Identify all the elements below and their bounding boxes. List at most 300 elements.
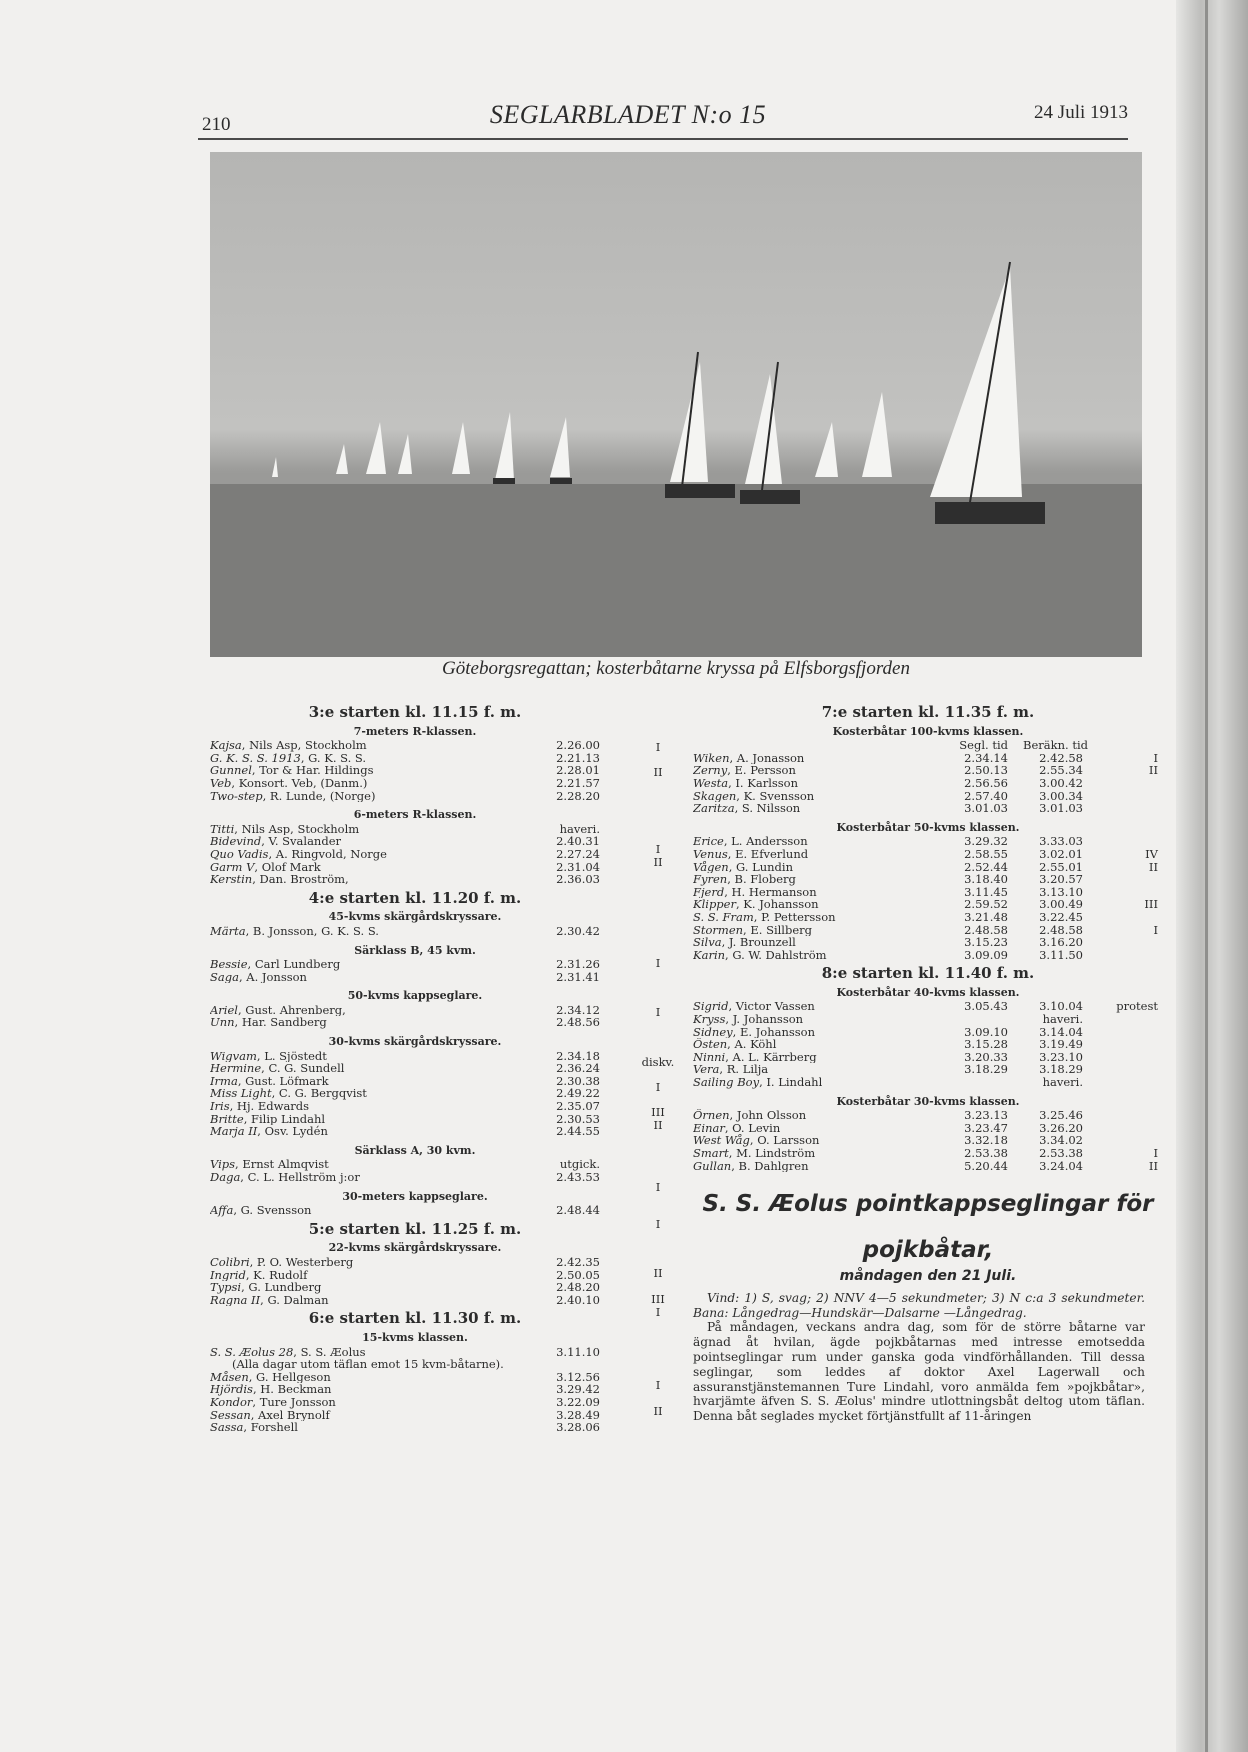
- sailed-time: 2.57.40: [964, 788, 1008, 803]
- boat-name: Skagen: [693, 789, 737, 803]
- result-row: [210, 925, 620, 938]
- owner-name: , Axel Brynolf: [250, 1408, 330, 1422]
- boat-name: Typsi: [210, 1281, 242, 1294]
- owner-name: , I. Karlsson: [728, 776, 798, 790]
- sailed-time: 2.50.13: [964, 763, 1008, 778]
- placement: I: [655, 1180, 661, 1194]
- class-heading: Kosterbåtar 40-kvms klassen.: [836, 985, 1020, 999]
- boat-name: Westa: [693, 776, 729, 790]
- entry-name: [210, 1421, 520, 1434]
- race-time: 2.40.10: [556, 1292, 600, 1307]
- owner-name: , Har. Sandberg: [234, 1016, 327, 1030]
- sailed-time: 3.23.47: [964, 1120, 1008, 1135]
- entry-name: [693, 1051, 933, 1064]
- sailed-time: 5.20.44: [964, 1158, 1008, 1173]
- boat-name: Ninni: [693, 1050, 726, 1064]
- boat-name: Vips: [210, 1158, 236, 1171]
- sailboats-illustration: [210, 152, 1142, 657]
- entry-name: [693, 1109, 933, 1122]
- placement: I: [1153, 1146, 1158, 1160]
- entry-name: [210, 739, 520, 752]
- owner-name: , Forshell: [243, 1421, 298, 1434]
- owner-name: , G. Dalman: [260, 1293, 329, 1307]
- owner-name: , P. Pettersson: [753, 910, 836, 924]
- owner-name: , G. Hellgeson: [248, 1370, 331, 1384]
- sailed-time: 3.09.10: [964, 1024, 1008, 1039]
- placement: I: [655, 740, 661, 754]
- race-time: 3.22.09: [556, 1394, 600, 1409]
- sailed-time: 2.34.14: [964, 750, 1008, 765]
- result-row: [693, 924, 1163, 937]
- placement: I: [655, 1378, 661, 1392]
- entry-name: [693, 924, 933, 937]
- entry-name: [210, 1409, 520, 1422]
- entry-name: [210, 925, 520, 938]
- result-row: [693, 1134, 1163, 1147]
- calculated-time: 3.00.34: [1039, 788, 1083, 803]
- boat-name: Kondor: [210, 1395, 253, 1409]
- owner-name: , O. Levin: [724, 1121, 781, 1135]
- owner-name: , A. Köhl: [727, 1038, 777, 1051]
- placement: [1083, 1122, 1158, 1135]
- boat-name: Britte: [210, 1112, 244, 1126]
- race-time: 2.31.26: [556, 957, 600, 972]
- boat-name: Colibri: [210, 1255, 250, 1269]
- boat-name: Bidevind: [210, 835, 262, 848]
- race-time: 2.48.20: [556, 1280, 600, 1295]
- placement: [1083, 777, 1158, 790]
- class-heading: Särklass B, 45 kvm.: [354, 943, 476, 957]
- owner-name: , Dan. Broström,: [252, 873, 349, 886]
- race-time: 2.50.05: [556, 1267, 600, 1282]
- class-heading: 30-meters kappseglare.: [342, 1189, 488, 1203]
- result-row: [693, 1051, 1163, 1064]
- placement: [1083, 1076, 1158, 1089]
- owner-name: , A. Jonasson: [729, 751, 805, 765]
- entry-name: [210, 958, 520, 971]
- owner-name: , B. Dahlgren: [731, 1159, 809, 1173]
- boat-name: Unn: [210, 1016, 235, 1030]
- result-row: [693, 790, 1163, 803]
- sailed-time: 3.21.48: [964, 909, 1008, 924]
- result-row: [210, 777, 620, 790]
- entry-name: [693, 898, 933, 911]
- owner-name: , G. Lundin: [728, 860, 793, 874]
- entry-name: [693, 1026, 933, 1039]
- entry-name: [210, 848, 520, 861]
- calculated-time: 2.48.58: [1039, 922, 1083, 937]
- owner-name: , S. S. Æolus: [293, 1345, 366, 1359]
- owner-name: , Hj. Edwards: [229, 1100, 310, 1113]
- sailed-time: 2.58.55: [964, 846, 1008, 861]
- owner-name: , S. Nilsson: [734, 802, 801, 815]
- gutter-edge: [1205, 0, 1208, 1752]
- calculated-time: 2.42.58: [1039, 750, 1083, 765]
- result-row: [693, 861, 1163, 874]
- placement: II: [653, 1118, 663, 1132]
- entry-name: [210, 1256, 520, 1269]
- race-time: 2.26.00: [556, 738, 600, 753]
- placement: [1083, 1109, 1158, 1122]
- sailed-time-header: Segl. tid: [959, 738, 1008, 753]
- owner-name: , Ernst Almqvist: [235, 1158, 329, 1171]
- race-time: 2.34.12: [556, 1002, 600, 1017]
- result-row: [210, 1171, 620, 1184]
- placement: [1083, 949, 1158, 962]
- boat-name: Vågen: [693, 860, 729, 874]
- boat-name: Quo Vadis: [210, 847, 269, 861]
- class-heading: 6-meters R-klassen.: [353, 808, 477, 822]
- start-heading: 5:e starten kl. 11.25 f. m.: [308, 1219, 522, 1238]
- sailed-time: 2.52.44: [964, 859, 1008, 874]
- result-row: [693, 835, 1163, 848]
- boat-name: Veb: [210, 776, 232, 790]
- placement: I: [655, 1305, 661, 1319]
- article-title-line1: S. S. Æolus pointkappseglingar för: [702, 1191, 1154, 1218]
- photo-caption: Göteborgsregattan; kosterbåtarne kryssa på Elfsborgsfjorden: [442, 658, 910, 679]
- calculated-time: 3.14.04: [1039, 1024, 1083, 1039]
- result-row: [210, 1062, 620, 1075]
- owner-name: , Carl Lundberg: [247, 958, 341, 971]
- owner-name: , J. Johansson: [725, 1013, 804, 1026]
- entry-name: [210, 1062, 520, 1075]
- owner-name: , B. Floberg: [727, 873, 796, 886]
- results-right-column: [693, 700, 1163, 1424]
- boat-name: Hjördis: [210, 1383, 253, 1396]
- placement: [1083, 936, 1158, 949]
- result-row: [693, 777, 1163, 790]
- entry-name: [210, 777, 520, 790]
- boat-name: Hermine: [210, 1062, 262, 1075]
- sailed-time: 2.56.56: [964, 775, 1008, 790]
- race-time: 2.44.55: [556, 1124, 600, 1139]
- result-row: [693, 1076, 1163, 1089]
- placement: [1083, 1013, 1158, 1026]
- wind-and-course: Vind: 1) S, svag; 2) NNV 4—5 sekundmeter; 3) N c:a 3 sekundmeter. Bana: Långedrag—Hundskär—Dalsarne —Långedrag.: [693, 1290, 1145, 1320]
- owner-name: , Nils Asp, Stockholm: [234, 822, 360, 836]
- calculated-time: 3.25.46: [1039, 1108, 1083, 1123]
- race-time: 3.28.06: [556, 1420, 600, 1435]
- owner-name: , H. Beckman: [252, 1383, 332, 1396]
- placement: [1083, 1051, 1158, 1064]
- result-row: [210, 1256, 620, 1269]
- sailed-time: 3.32.18: [964, 1133, 1008, 1148]
- sailed-time: [933, 1013, 1008, 1026]
- sailed-time: 2.59.52: [964, 897, 1008, 912]
- placement: I: [1153, 922, 1158, 937]
- article-subtitle: måndagen den 21 Juli.: [839, 1268, 1017, 1285]
- start-heading: 4:e starten kl. 11.20 f. m.: [308, 888, 522, 907]
- owner-name: , E. Efverlund: [727, 847, 809, 861]
- race-time: 2.30.38: [556, 1073, 600, 1088]
- entry-name: [210, 790, 520, 803]
- race-time: 3.29.42: [556, 1382, 600, 1397]
- boat-name: Wiken: [693, 751, 730, 765]
- calculated-time: 2.53.38: [1039, 1146, 1083, 1160]
- sailed-time: [933, 1076, 1008, 1089]
- boat-name: Silva: [693, 936, 722, 949]
- boat-name: Daga: [210, 1171, 241, 1184]
- start-heading: 6:e starten kl. 11.30 f. m.: [308, 1309, 522, 1328]
- issue-date: 24 Juli 1913: [1034, 102, 1128, 123]
- result-row: [693, 873, 1163, 886]
- race-time: 2.21.57: [556, 775, 600, 790]
- calculated-time: 3.33.03: [1039, 834, 1083, 849]
- race-time: 2.27.24: [556, 846, 600, 861]
- sailed-time: 3.09.09: [964, 947, 1008, 962]
- calculated-time: 2.55.01: [1039, 859, 1083, 874]
- entry-name: [693, 1147, 933, 1160]
- result-row: [693, 1038, 1163, 1051]
- boat-name: Marja II: [210, 1125, 258, 1138]
- entry-name: [210, 873, 520, 886]
- result-row: [693, 802, 1163, 815]
- placement: II: [653, 855, 663, 869]
- sailed-time: 2.48.58: [964, 922, 1008, 937]
- start-heading: 8:e starten kl. 11.40 f. m.: [821, 964, 1035, 983]
- article-title-line2: pojkbåtar,: [862, 1237, 994, 1264]
- result-row: [693, 949, 1163, 962]
- race-time: 2.28.20: [556, 788, 600, 803]
- calculated-time: 3.34.02: [1039, 1133, 1083, 1148]
- start-heading: 3:e starten kl. 11.15 f. m.: [308, 703, 522, 721]
- result-row: [210, 958, 620, 971]
- boat-name: Sigrid: [693, 1000, 729, 1014]
- boat-name: Two-step: [210, 789, 263, 803]
- sailed-time: 3.01.03: [964, 801, 1008, 816]
- placement: [1083, 873, 1158, 886]
- placement: II: [1148, 763, 1158, 778]
- result-row: [210, 971, 620, 984]
- owner-name: , Osv. Lydén: [257, 1125, 328, 1138]
- calculated-time: 3.16.20: [1039, 935, 1083, 950]
- placement: I: [655, 1080, 661, 1094]
- race-time: 2.49.22: [556, 1086, 600, 1101]
- entry-name: [693, 1122, 933, 1135]
- boat-name: Sassa: [210, 1421, 244, 1434]
- entry-name: [210, 835, 520, 848]
- entry-name: [210, 1171, 520, 1184]
- owner-name: , E. Sillberg: [743, 923, 813, 937]
- boat-name: Titti: [210, 822, 235, 836]
- race-time: 2.35.07: [556, 1099, 600, 1114]
- entry-name: [693, 1076, 933, 1089]
- entry-name: [693, 777, 933, 790]
- owner-name: , H. Hermanson: [724, 885, 817, 899]
- sails: [272, 267, 1022, 497]
- result-row: [693, 1109, 1163, 1122]
- sailed-time: 3.15.28: [964, 1037, 1008, 1052]
- sailed-time: 3.20.33: [964, 1049, 1008, 1064]
- calculated-time: 3.22.45: [1039, 909, 1083, 924]
- boat-name: Erice: [693, 835, 724, 848]
- placement: [1083, 802, 1158, 815]
- owner-name: , A. Ringvold, Norge: [268, 847, 387, 861]
- class-heading: Kosterbåtar 100-kvms klassen.: [832, 724, 1024, 738]
- entry-name: [693, 1160, 933, 1173]
- owner-name: , C. G. Bergqvist: [271, 1087, 367, 1101]
- placement: [1083, 1134, 1158, 1147]
- race-time: 2.40.31: [556, 834, 600, 849]
- entry-name: [210, 1294, 520, 1307]
- placement: III: [651, 1105, 665, 1119]
- owner-name: , C. L. Hellström j:or: [240, 1171, 360, 1184]
- sailed-time: 3.15.23: [964, 935, 1008, 950]
- sailed-time: 3.11.45: [964, 884, 1008, 899]
- race-time: 2.48.56: [556, 1015, 600, 1030]
- owner-name: , E. Johansson: [732, 1025, 815, 1039]
- race-time: 2.31.41: [556, 969, 600, 984]
- entry-name: [693, 1063, 933, 1076]
- class-heading: Kosterbåtar 30-kvms klassen.: [836, 1094, 1020, 1108]
- boat-name: Affa: [210, 1204, 234, 1217]
- owner-name: , P. O. Westerberg: [249, 1255, 354, 1269]
- race-time: 2.21.13: [556, 750, 600, 765]
- calculated-time: 3.18.29: [1039, 1062, 1083, 1077]
- owner-name: , K. Rudolf: [245, 1268, 308, 1282]
- result-row: [693, 936, 1163, 949]
- result-row: [210, 1294, 620, 1307]
- boat-name: S. S. Fram: [693, 910, 754, 924]
- owner-name: , G. K. S. S.: [300, 751, 367, 765]
- boat-name: Fyren: [693, 873, 728, 886]
- boat-name: Kerstin: [210, 873, 253, 886]
- placement: II: [1148, 1158, 1158, 1173]
- entry-name: [693, 873, 933, 886]
- entry-name: [210, 1075, 520, 1088]
- result-row: [210, 1421, 620, 1434]
- calculated-time-header: Beräkn. tid: [1023, 738, 1088, 753]
- placement: II: [653, 765, 663, 779]
- entry-name: [210, 971, 520, 984]
- class-heading: 50-kvms kappseglare.: [347, 989, 483, 1003]
- placement: diskv.: [641, 1055, 675, 1069]
- owner-name: , A. L. Kärrberg: [725, 1050, 817, 1064]
- race-time: 3.28.49: [556, 1407, 600, 1422]
- sailed-time: 3.18.40: [964, 872, 1008, 887]
- owner-name: , G. W. Dahlström: [725, 948, 827, 962]
- boat-name: Ragna II: [210, 1293, 261, 1307]
- entry-name: [210, 1113, 520, 1126]
- calculated-time: 3.23.10: [1039, 1049, 1083, 1064]
- result-row: [693, 1122, 1163, 1135]
- sailed-time: 3.05.43: [964, 999, 1008, 1014]
- entry-name: [693, 949, 933, 962]
- column-headers: [693, 739, 1163, 752]
- result-row: [210, 848, 620, 861]
- owner-name: , K. Svensson: [736, 789, 815, 803]
- result-row: [693, 898, 1163, 911]
- race-time: 2.43.53: [556, 1170, 600, 1184]
- entry-name: [210, 861, 520, 874]
- result-row: [210, 1281, 620, 1294]
- race-time: utgick.: [559, 1157, 600, 1172]
- race-time: 2.36.24: [556, 1061, 600, 1076]
- boat-name: Kryss: [693, 1013, 726, 1026]
- owner-name: , L. Sjöstedt: [256, 1049, 327, 1063]
- entry-name: [210, 764, 520, 777]
- placement: [1083, 911, 1158, 924]
- class-heading: Särklass A, 30 kvm.: [354, 1143, 476, 1157]
- entry-name: [693, 861, 933, 874]
- placement: [1083, 790, 1158, 803]
- result-row: [693, 1160, 1163, 1173]
- class-heading: 22-kvms skärgårdskryssare.: [328, 1241, 502, 1255]
- class-heading: 30-kvms skärgårdskryssare.: [328, 1035, 502, 1049]
- boat-name: Gullan: [693, 1159, 732, 1173]
- calculated-time: 3.26.20: [1039, 1120, 1083, 1135]
- boat-name: Smart: [693, 1147, 729, 1160]
- calculated-time: 2.55.34: [1039, 763, 1083, 778]
- race-time: 2.28.01: [556, 763, 600, 778]
- boat-name: Klipper: [693, 898, 736, 911]
- placement: III: [1144, 897, 1158, 912]
- race-time: 2.30.42: [556, 923, 600, 938]
- article-body: På måndagen, veckans andra dag, som för de större båtarne var ägnad åt hvilan, ägde pojkbåtarnas med intresse emotsedda pointseglingar rum under ganska goda vindförhållanden. Till dessa seglingar, som leddes af doktor Axel Lagerwall och assuranstjänstemannen Ture Lindahl, voro anmälda fem »pojkbåtar», hvarjämte äfven S. S. Æolus' mindre utlottningsbåt deltog utom täflan. Denna båt seglades mycket förtjänstfullt af 11-åringen: [693, 1320, 1145, 1424]
- result-row: [693, 1013, 1163, 1026]
- boat-name: G. K. S. S. 1913: [210, 751, 301, 765]
- placement: I: [655, 1005, 661, 1019]
- entry-name: [210, 1125, 520, 1138]
- calculated-time: 3.24.04: [1039, 1158, 1083, 1173]
- owner-name: , Konsort. Veb, (Danm.): [231, 776, 368, 790]
- race-time: 2.34.18: [556, 1048, 600, 1063]
- entry-name: [210, 1281, 520, 1294]
- owner-name: , K. Johansson: [735, 898, 819, 911]
- boat-name: Miss Light: [210, 1087, 272, 1101]
- owner-name: , Filip Lindahl: [243, 1112, 326, 1126]
- calculated-time: 3.19.49: [1039, 1037, 1083, 1052]
- owner-name: , B. Jonsson, G. K. S. S.: [245, 924, 379, 938]
- entry-name: [693, 790, 933, 803]
- entry-name: [693, 1000, 933, 1013]
- result-row: [693, 911, 1163, 924]
- boat-name: Sidney: [693, 1025, 733, 1039]
- placement: II: [653, 1404, 663, 1418]
- race-time: 2.48.44: [556, 1203, 600, 1218]
- placement: I: [655, 842, 661, 856]
- placement: II: [1148, 859, 1158, 874]
- page-header: [198, 100, 1138, 140]
- boat-name: Sailing Boy: [693, 1076, 760, 1089]
- entry-name: [210, 1204, 520, 1217]
- sailed-time: 2.53.38: [964, 1146, 1008, 1160]
- boat-name: Saga: [210, 970, 239, 984]
- race-time: 2.36.03: [556, 872, 600, 887]
- calculated-time: 3.10.04: [1039, 999, 1083, 1014]
- calculated-time: haveri.: [1042, 1012, 1083, 1027]
- entry-name: [693, 1013, 933, 1026]
- entry-name: [210, 1016, 520, 1029]
- entry-name: [693, 752, 933, 765]
- owner-name: , O. Larsson: [749, 1134, 820, 1147]
- entry-name: [210, 823, 520, 836]
- placement: I: [655, 1217, 661, 1231]
- result-row: [693, 1000, 1163, 1013]
- entry-name: [210, 1269, 520, 1282]
- result-row: [210, 1204, 620, 1217]
- race-time: 3.12.56: [556, 1369, 600, 1384]
- spacer: [693, 739, 933, 752]
- boat-name: Märta: [210, 924, 246, 938]
- placement: III: [651, 1292, 665, 1306]
- sailed-time: 3.29.32: [964, 834, 1008, 849]
- entry-name: [210, 752, 520, 765]
- boat-name: Örnen: [693, 1109, 730, 1122]
- calculated-time: 3.01.03: [1039, 801, 1083, 816]
- owner-name: , L. Andersson: [723, 835, 808, 848]
- book-gutter: [1176, 0, 1248, 1752]
